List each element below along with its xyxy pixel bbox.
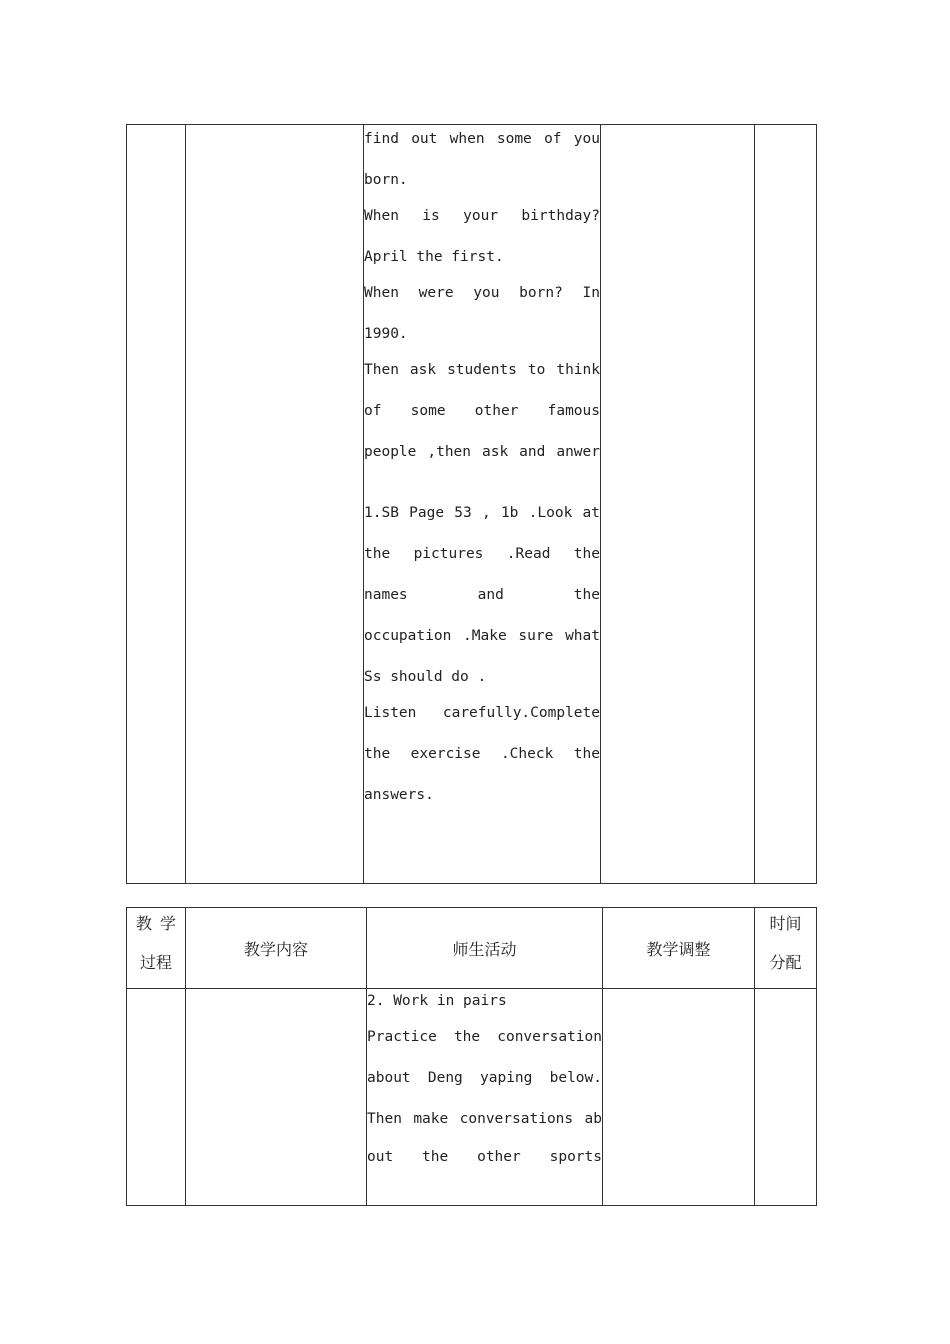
activity-line: When is your birthday? [364, 208, 600, 224]
header-row [127, 908, 817, 989]
header-activities: 师生活动 [367, 908, 603, 989]
content-cell [186, 989, 367, 1206]
process-cell [127, 125, 186, 884]
process-cell [127, 989, 186, 1206]
lesson-table-continued [126, 124, 817, 884]
activity-line: 1990. [364, 326, 408, 342]
time-cell [755, 989, 817, 1206]
activity-line: occupation .Make sure what [364, 628, 600, 644]
activity-line: people ,then ask and anwer [364, 444, 600, 460]
activity-line: of some other famous [364, 403, 600, 419]
activity-line: answers. [364, 787, 434, 803]
content-cell [186, 125, 364, 884]
activity-line: Ss should do . [364, 669, 487, 685]
activities-cell [364, 125, 601, 884]
header-content: 教学内容 [186, 908, 367, 989]
header-process [127, 908, 186, 989]
activity-line: When were you born? In [364, 285, 600, 301]
adjustment-cell [603, 989, 755, 1206]
activity-line: April the first. [364, 249, 504, 265]
header-adjustment: 教学调整 [603, 908, 755, 989]
activity-line: out the other sports [367, 1149, 602, 1165]
activities-cell [367, 989, 603, 1206]
activity-line: Then make conversations ab [367, 1111, 602, 1127]
activity-line: about Deng yaping below. [367, 1070, 602, 1086]
header-time [755, 908, 817, 989]
activity-line: Then ask students to think [364, 362, 600, 378]
header-process-line2: 过程 [139, 953, 172, 972]
lesson-table [126, 907, 817, 1206]
body-row [127, 989, 817, 1206]
activity-line: born. [364, 172, 408, 188]
activity-line: 1.SB Page 53 , 1b .Look at [364, 505, 600, 521]
activity-line: the exercise .Check the [364, 746, 600, 762]
header-time-line2: 分配 [769, 953, 802, 972]
time-cell [755, 125, 817, 884]
activity-line: the pictures .Read the [364, 546, 600, 562]
activity-line: names and the [364, 587, 600, 603]
header-time-line1: 时间 [769, 914, 802, 933]
header-process-line1: 教学 [135, 914, 184, 933]
activity-line: Listen carefully.Complete [364, 705, 600, 721]
activity-line: Practice the conversation [367, 1029, 602, 1045]
adjustment-cell [601, 125, 755, 884]
activity-line: 2. Work in pairs [367, 993, 507, 1009]
activity-line: find out when some of you [364, 131, 600, 147]
